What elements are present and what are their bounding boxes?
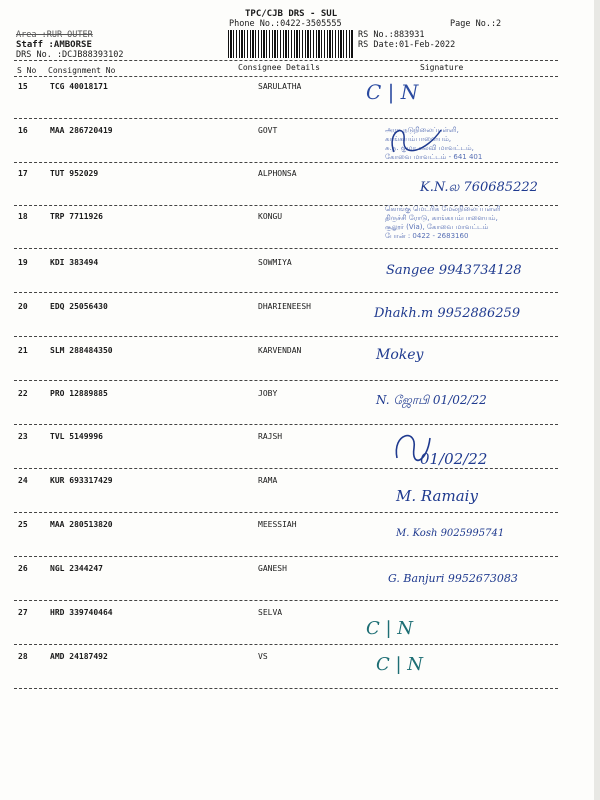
signature-23: 01/02/22 [420,450,488,468]
stamp-line: அரசு நடுநிலைப்பள்ளி, [385,126,459,134]
stamp-line: சு.ந. குமர கல்வி மாவட்டம், [385,144,474,152]
row-consignment: KUR 693317429 [50,476,113,485]
signature-15: C | N [366,80,419,104]
row-sno: 20 [18,302,28,311]
row-consignment: MAA 286720419 [50,126,113,135]
col-consignee: Consignee Details [238,63,320,72]
scan-edge [594,0,600,800]
stamp-line: திருச்சி ரோடு, காங்கயம்பாளையம், [385,214,498,222]
col-sno: S No [17,66,37,75]
row-sno: 24 [18,476,28,485]
row-divider [14,556,558,557]
stamp-line: சூலூர் (Via), கோவை மாவட்டம் [385,223,489,231]
row-consignment: KDI 383494 [50,258,99,267]
rs-date: RS Date:01-Feb-2022 [358,40,456,50]
table-row [0,520,600,534]
row-consignment: AMD 24187492 [50,652,108,661]
stamp-line: கொங்கு மெட்ரிக் மேல்நிலைப்பள்ளி [385,205,501,213]
row-divider [14,292,558,293]
row-consignee: DHARIENEESH [258,302,311,311]
row-divider [14,380,558,381]
row-consignee: GANESH [258,564,287,573]
row-sno: 18 [18,212,28,221]
row-sno: 22 [18,389,28,398]
row-sno: 15 [18,82,28,91]
row-consignment: NGL 2344247 [50,564,103,573]
phone-number: Phone No.:0422-3505555 [229,19,342,29]
row-sno: 17 [18,169,28,178]
row-consignment: MAA 280513820 [50,520,113,529]
signature-22: N. ஜோபி 01/02/22 [376,393,487,407]
row-consignment: EDQ 25056430 [50,302,108,311]
drs-number: DRS No. :DCJB88393102 [16,50,124,60]
table-row [0,389,600,403]
signature-24: M. Ramaiy [396,487,478,505]
row-consignment: HRD 339740464 [50,608,113,617]
row-consignee: SARULATHA [258,82,302,91]
table-row [0,126,600,140]
row-consignee: KONGU [258,212,283,221]
row-divider [14,248,558,249]
table-row [0,476,600,490]
row-consignment: SLM 288484350 [50,346,113,355]
row-consignee: KARVENDAN [258,346,302,355]
table-row [0,346,600,360]
row-sno: 16 [18,126,28,135]
table-row [0,432,600,446]
row-divider [14,644,558,645]
row-sno: 27 [18,608,28,617]
stamp-line: காங்கயம்பாளையம், [385,135,452,143]
row-divider [14,118,558,119]
drs-title: TPC/CJB DRS - SUL [245,9,338,19]
row-sno: 21 [18,346,28,355]
signature-26: G. Banjuri 9952673083 [388,572,518,585]
column-divider [14,76,558,77]
row-consignee: VS [258,652,268,661]
row-divider [14,468,558,469]
signature-19: Sangee 9943734128 [386,263,522,278]
row-divider [14,424,558,425]
row-divider [14,512,558,513]
row-divider [14,162,558,163]
kongu-school-stamp [385,205,501,241]
staff-label: Staff :AMBORSE [16,40,92,50]
rs-number: RS No.:883931 [358,30,425,40]
govt-signature-scribble [386,122,446,162]
row-consignee: RAJSH [258,432,283,441]
signature-20: Dhakh.m 9952886259 [374,306,521,321]
page-number: Page No.:2 [450,19,502,29]
stamp-line: கோவை மாவட்டம் - 641 401 [385,153,483,161]
header-divider [14,60,558,61]
row-consignee: ALPHONSA [258,169,297,178]
signature-27: C | N [366,618,414,639]
row-sno: 19 [18,258,28,267]
row-sno: 25 [18,520,28,529]
row-consignee: SOWMIYA [258,258,292,267]
row-divider [14,600,558,601]
col-consignment: Consignment No [48,66,116,75]
row-divider [14,336,558,337]
signature-17: K.N.ல 760685222 [420,180,538,195]
row-consignee: JOBY [258,389,278,398]
row-consignment: PRO 12889885 [50,389,108,398]
table-row [0,82,600,96]
signature-21: Mokey [376,347,424,363]
table-row [0,212,600,226]
col-signature: Signature [420,63,464,72]
row-consignee: MEESSIAH [258,520,297,529]
signature-28: C | N [376,654,424,675]
barcode-image [228,30,354,58]
row-consignment: TVL 5149996 [50,432,103,441]
row-sno: 28 [18,652,28,661]
area-label: Area :RUR OUTER [16,30,93,40]
row-consignment: TCG 40018171 [50,82,108,91]
stamp-line: போன் : 0422 - 2683160 [385,232,469,240]
row-divider [14,688,558,689]
row-sno: 26 [18,564,28,573]
signature-25: M. Kosh 9025995741 [396,528,505,539]
row-sno: 23 [18,432,28,441]
table-row [0,652,600,666]
row-consignment: TRP 7711926 [50,212,103,221]
row-consignment: TUT 952029 [50,169,99,178]
row-consignee: SELVA [258,608,283,617]
table-row [0,608,600,622]
row-consignee: RAMA [258,476,278,485]
row-consignee: GOVT [258,126,278,135]
